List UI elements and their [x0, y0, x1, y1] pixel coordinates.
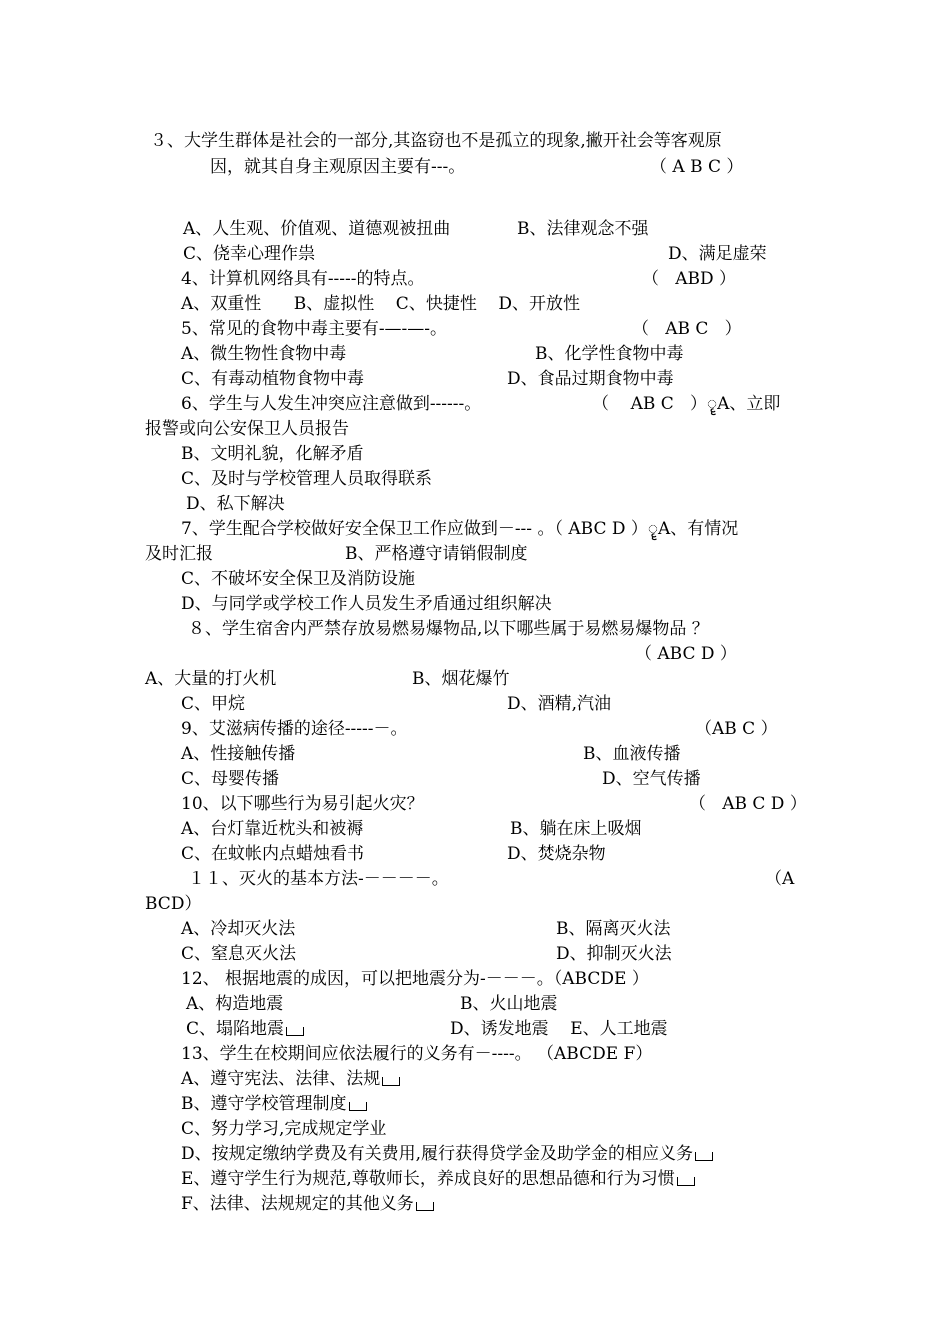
- q6-option-b: B、文明礼貌，化解矛盾: [181, 444, 364, 464]
- q9-option-c: C、母婴传播: [181, 769, 280, 789]
- q7-option-b: B、严格遵守请销假制度: [345, 544, 528, 564]
- q11-answer-part1: （A: [765, 869, 795, 889]
- q12-option-a: A、构造地震: [186, 994, 284, 1014]
- paragraph-mark-icon: [349, 1102, 367, 1111]
- q6-option-c: C、及时与学校管理人员取得联系: [181, 469, 433, 489]
- q6-answer: （ AB C ）ॄA、立即: [592, 394, 781, 414]
- q12-question: 12、 根据地震的成因，可以把地震分为-－－－。（ABCDE ）: [181, 969, 649, 989]
- q8-question: ８、学生宿舍内严禁存放易燃易爆物品,以下哪些属于易燃易爆物品 ？: [188, 619, 709, 639]
- q9-option-d: D、空气传播: [602, 769, 701, 789]
- paragraph-mark-icon: [286, 1027, 304, 1036]
- q13-option-e-row: [181, 1168, 695, 1190]
- q5-answer: （ AB C ）: [632, 319, 742, 339]
- q4-options: A、双重性 B、虚拟性 C、快捷性 D、开放性: [181, 294, 581, 314]
- q10-answer: （ AB C D ）: [689, 794, 807, 814]
- q11-option-a: A、冷却灭火法: [181, 919, 296, 939]
- q7-option-c: C、不破坏安全保卫及消防设施: [181, 569, 416, 589]
- paragraph-mark-icon: [416, 1202, 434, 1211]
- q8-option-c: C、甲烷: [181, 694, 246, 714]
- q9-option-b: B、血液传播: [583, 744, 681, 764]
- q10-option-c: C、在蚊帐内点蜡烛看书: [181, 844, 365, 864]
- q6-option-d: D、私下解决: [186, 494, 285, 514]
- q10-option-b: B、躺在床上吸烟: [510, 819, 642, 839]
- paragraph-mark-icon: [695, 1152, 713, 1161]
- q11-option-b: B、隔离灭火法: [556, 919, 671, 939]
- q6-question: 6、学生与人发生冲突应注意做到------。: [181, 394, 482, 414]
- q6-option-a-cont: 报警或向公安保卫人员报告: [145, 419, 349, 439]
- q12-option-c-row: [186, 1018, 304, 1040]
- q7-option-a-cont: 及时汇报: [145, 544, 213, 564]
- q10-option-d: D、焚烧杂物: [507, 844, 606, 864]
- q3-line1: ３、大学生群体是社会的一部分,其盗窃也不是孤立的现象,撇开社会等客观原: [150, 131, 722, 151]
- paragraph-mark-icon: [677, 1177, 695, 1186]
- q13-option-d: D、按规定缴纳学费及有关费用,履行获得贷学金及助学金的相应义务: [181, 1144, 694, 1164]
- q10-question: 10、以下哪些行为易引起火灾？: [181, 794, 424, 814]
- q5-option-a: A、微生物性食物中毒: [181, 344, 347, 364]
- paragraph-mark-icon: [382, 1077, 400, 1086]
- q13-option-f-row: [181, 1193, 434, 1215]
- q13-option-b-row: [181, 1093, 367, 1115]
- q9-option-a: A、性接触传播: [181, 744, 296, 764]
- q10-option-a: A、台灯靠近枕头和被褥: [181, 819, 364, 839]
- q12-option-c: C、塌陷地震: [186, 1019, 285, 1039]
- q13-option-a: A、遵守宪法、法律、法规: [181, 1069, 381, 1089]
- q9-answer: （AB C ）: [695, 719, 778, 739]
- q3-option-c: C、侥幸心理作祟: [183, 244, 316, 264]
- q13-option-c: C、努力学习,完成规定学业: [181, 1119, 387, 1139]
- q3-line2: 因，就其自身主观原因主要有---。: [210, 157, 466, 177]
- q5-option-d: D、食品过期食物中毒: [507, 369, 674, 389]
- q9-question: 9、艾滋病传播的途径-----－。: [181, 719, 408, 739]
- q13-option-f: F、法律、法规规定的其他义务: [181, 1194, 414, 1214]
- q4-question: 4、计算机网络具有-----的特点。: [181, 269, 425, 289]
- q12-option-b: B、火山地震: [460, 994, 558, 1014]
- q4-answer: （ ABD ）: [642, 269, 737, 289]
- q3-answer: （ A B C ）: [650, 157, 744, 177]
- q13-option-e: E、遵守学生行为规范,尊敬师长，养成良好的思想品德和行为习惯: [181, 1169, 675, 1189]
- q3-option-b: B、法律观念不强: [517, 219, 649, 239]
- q11-question: １１、灭火的基本方法-－－－－。: [188, 869, 449, 889]
- q8-answer: （ ABC D ）: [635, 644, 737, 664]
- q13-question: 13、学生在校期间应依法履行的义务有－----。 （ABCDE F）: [181, 1044, 653, 1064]
- q5-option-b: B、化学性食物中毒: [535, 344, 684, 364]
- q12-option-d-e: D、诱发地震 E、人工地震: [450, 1019, 668, 1039]
- q13-option-a-row: [181, 1068, 400, 1090]
- q5-question: 5、常见的食物中毒主要有-—-—-。: [181, 319, 448, 339]
- q11-answer-part2: BCD）: [145, 894, 202, 914]
- q8-option-d: D、酒精,汽油: [507, 694, 612, 714]
- q3-option-a: A、人生观、价值观、道德观被扭曲: [183, 219, 451, 239]
- q3-option-d: D、满足虚荣: [668, 244, 767, 264]
- q7-question: 7、学生配合学校做好安全保卫工作应做到－--- 。（ ABC D ）ॄA、有情况: [181, 519, 739, 539]
- q13-option-b: B、遵守学校管理制度: [181, 1094, 347, 1114]
- q11-option-c: C、窒息灭火法: [181, 944, 297, 964]
- q7-option-d: D、与同学或学校工作人员发生矛盾通过组织解决: [181, 594, 552, 614]
- q8-option-b: B、烟花爆竹: [412, 669, 510, 689]
- q13-option-d-row: [181, 1143, 713, 1165]
- q8-option-a: A、大量的打火机: [145, 669, 277, 689]
- q11-option-d: D、抑制灭火法: [556, 944, 672, 964]
- q5-option-c: C、有毒动植物食物中毒: [181, 369, 365, 389]
